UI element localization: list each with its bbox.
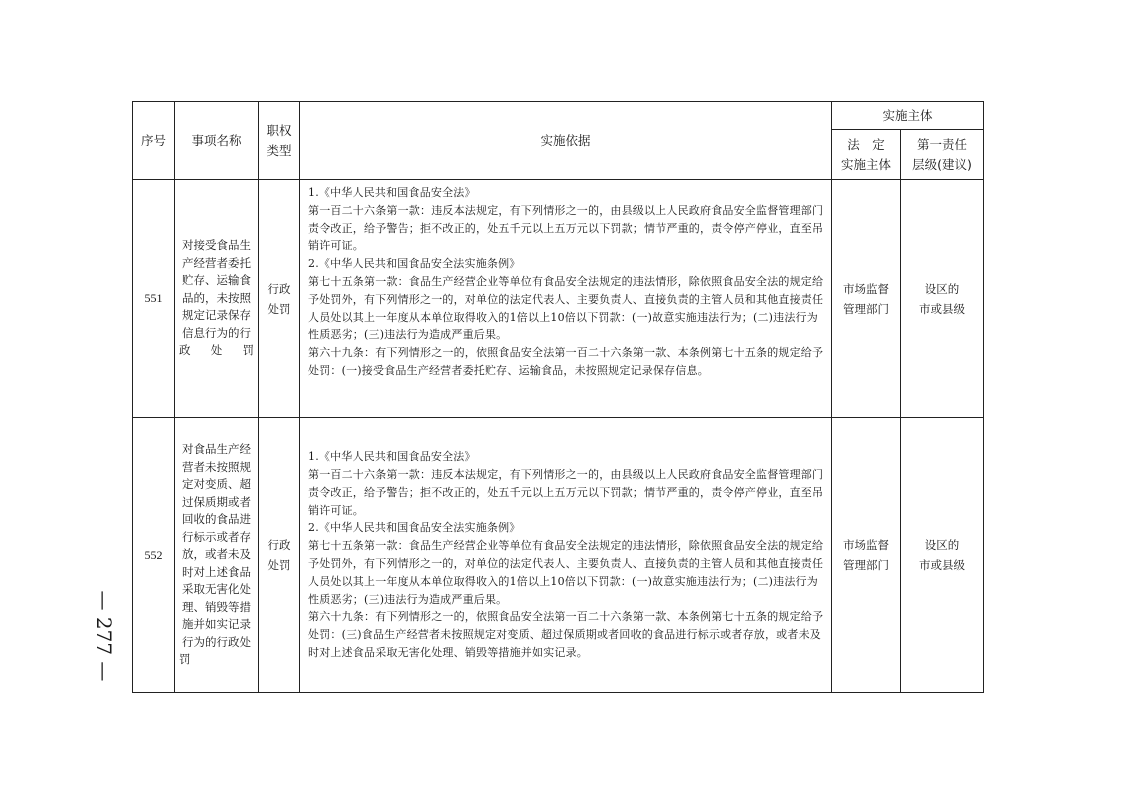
row-legal-line2: 管理部门: [843, 558, 889, 572]
row-level: [901, 418, 984, 693]
row-level: [901, 180, 984, 418]
row-type-line2: 处罚: [267, 558, 291, 572]
basis-paragraph: 第七十五条第一款：食品生产经营企业等单位有食品安全法规定的违法情形，除依照食品安全法的规定给予处罚外，有下列情形之一的，对单位的法定代表人、主要负责人、直接负责的主管人员和其他直接责任人员处以其上一年度从本单位取得收入的1倍以上10倍以下罚款：(一)故意实施违法行为；(二)违法行为性质恶劣；(三)违法行为造成严重后果。: [308, 539, 824, 606]
header-type-line1: 职权: [266, 122, 292, 138]
row-type-line1: 行政: [267, 538, 291, 552]
row-type: [259, 180, 300, 418]
header-type-line2: 类型: [266, 142, 292, 158]
row-type-line1: 行政: [267, 281, 291, 296]
row-level-line2: 市或县级: [919, 558, 965, 572]
header-legal-line1: 法 定: [847, 136, 885, 152]
basis-paragraph: 2.《中华人民共和国食品安全法实施条例》: [308, 521, 521, 535]
row-level-line1: 设区的: [924, 538, 960, 552]
basis-paragraph: 1.《中华人民共和国食品安全法》: [308, 450, 476, 464]
row-item-name: 对食品生产经营者未按照规定对变质、超过保质期或者回收的食品进行标示或者存放，或者未及时对上述食品采取无害化处理、销毁等措施并如实记录行为的行政处罚: [175, 418, 259, 693]
row-legal-line2: 管理部门: [843, 301, 889, 316]
header-level-line1: 第一责任: [917, 136, 968, 152]
items-table: [132, 101, 984, 693]
row-legal-subject: [832, 418, 901, 693]
header-basis: 实施依据: [300, 102, 832, 180]
header-seq: 序号: [133, 102, 175, 180]
header-legal-subject: [832, 130, 901, 180]
row-legal-subject: [832, 180, 901, 418]
page-number: — 277 —: [92, 590, 116, 682]
header-name: 事项名称: [175, 102, 259, 180]
header-row-1: [133, 102, 984, 130]
row-level-line2: 市或县级: [919, 301, 965, 316]
page-number-container: [84, 586, 124, 696]
row-legal-line1: 市场监督: [843, 281, 889, 296]
basis-paragraph: 第七十五条第一款：食品生产经营企业等单位有食品安全法规定的违法情形，除依照食品安全法的规定给予处罚外，有下列情形之一的，对单位的法定代表人、主要负责人、直接负责的主管人员和其他直接责任人员处以其上一年度从本单位取得收入的1倍以上10倍以下罚款：(一)故意实施违法行为；(二)违法行为性质恶劣；(三)违法行为造成严重后果。: [308, 274, 824, 342]
header-level: [901, 130, 984, 180]
basis-paragraph: 第六十九条：有下列情形之一的，依照食品安全法第一百二十六条第一款、本条例第七十五条的规定给予处罚：(一)接受食品生产经营者委托贮存、运输食品，未按照规定记录保存信息。: [308, 346, 824, 377]
basis-paragraph: 1.《中华人民共和国食品安全法》: [308, 186, 476, 199]
header-type: [259, 102, 300, 180]
row-basis: [300, 418, 832, 693]
row-type: [259, 418, 300, 693]
basis-paragraph: 第一百二十六条第一款：违反本法规定，有下列情形之一的，由县级以上人民政府食品安全监督管理部门责令改正，给予警告；拒不改正的，处五千元以上五万元以下罚款；情节严重的，责令停产停业，直至吊销许可证。: [308, 203, 824, 253]
table-row: [133, 180, 984, 418]
basis-paragraph: 2.《中华人民共和国食品安全法实施条例》: [308, 257, 521, 271]
row-basis: [300, 180, 832, 418]
header-legal-line2: 实施主体: [840, 156, 891, 172]
basis-paragraph: 第六十九条：有下列情形之一的，依照食品安全法第一百二十六条第一款、本条例第七十五条的规定给予处罚：(三)食品生产经营者未按照规定对变质、超过保质期或者回收的食品进行标示或者存放，或者未及时对上述食品采取无害化处理、销毁等措施并如实记录。: [308, 610, 824, 659]
row-type-line2: 处罚: [267, 301, 291, 316]
table-row: [133, 418, 984, 693]
row-seq: 552: [133, 418, 175, 693]
row-item-name: 对接受食品生产经营者委托贮存、运输食品的，未按照规定记录保存信息行为的行政处罚: [175, 180, 259, 418]
header-level-line2: 层级(建议): [912, 156, 972, 172]
header-subject: 实施主体: [832, 102, 984, 130]
row-legal-line1: 市场监督: [843, 538, 889, 552]
row-seq: 551: [133, 180, 175, 418]
basis-paragraph: 第一百二十六条第一款：违反本法规定，有下列情形之一的，由县级以上人民政府食品安全监督管理部门责令改正，给予警告；拒不改正的，处五千元以上五万元以下罚款；情节严重的，责令停产停业，直至吊销许可证。: [308, 468, 824, 517]
row-level-line1: 设区的: [924, 281, 960, 296]
